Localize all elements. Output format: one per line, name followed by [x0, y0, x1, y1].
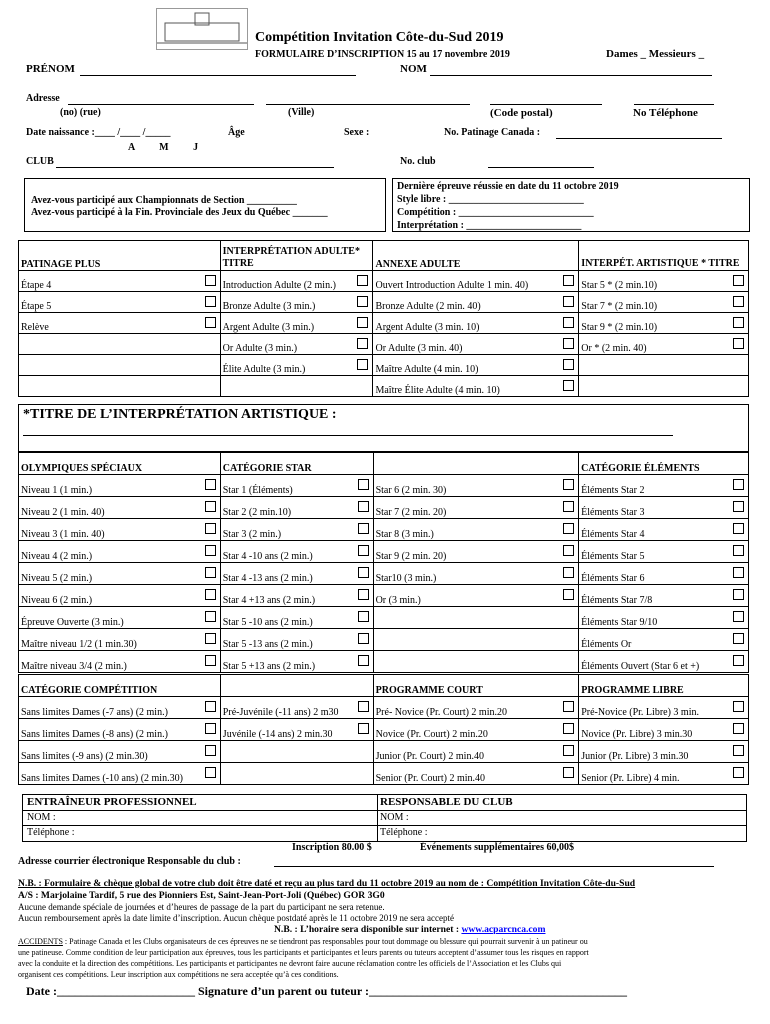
- header-categorie-star: CATÉGORIE STAR: [220, 453, 373, 475]
- section1-col2-label: Bronze Adulte (3 min.): [222, 301, 316, 312]
- section2-col4-label: Éléments Star 9/10: [581, 617, 658, 628]
- section2-col1-label: Niveau 4 (2 min.): [21, 551, 93, 562]
- section2-col1-label: Épreuve Ouverte (3 min.): [21, 617, 124, 628]
- section1-col1-label: Étape 4: [21, 280, 52, 291]
- checkbox[interactable]: [563, 545, 574, 556]
- patinage-canada-label: No. Patinage Canada :: [444, 127, 541, 138]
- code-postal-field[interactable]: [490, 104, 602, 105]
- section3-row: [19, 719, 749, 741]
- no-rue-label: (no) (rue): [60, 107, 101, 118]
- checkbox[interactable]: [205, 296, 216, 307]
- participation-box: [24, 178, 386, 232]
- section3-col2-label: Pré-Juvénile (-11 ans) 2 m30: [222, 707, 339, 718]
- club-resp-box: [376, 794, 747, 842]
- checkbox[interactable]: [733, 338, 744, 349]
- checkbox[interactable]: [563, 338, 574, 349]
- section2-col2-label: Star 4 -10 ans (2 min.): [222, 551, 313, 562]
- checkbox[interactable]: [358, 545, 369, 556]
- checkbox[interactable]: [563, 745, 574, 756]
- checkbox[interactable]: [733, 501, 744, 512]
- checkbox[interactable]: [733, 589, 744, 600]
- date-naissance-field[interactable]: Date naissance :____ /____ /_____: [26, 127, 171, 138]
- checkbox[interactable]: [733, 611, 744, 622]
- club-field[interactable]: [56, 167, 334, 168]
- telephone-label: No Téléphone: [633, 107, 698, 119]
- section-championships-question[interactable]: Avez-vous participé aux Championnats de Section __________: [31, 195, 297, 206]
- checkbox[interactable]: [563, 523, 574, 534]
- section2-row: [19, 541, 749, 563]
- checkbox[interactable]: [563, 701, 574, 712]
- prenom-field[interactable]: [80, 75, 356, 76]
- signature-line[interactable]: Date :_______________________ Signature d’un parent ou tuteur :___________________________________________: [26, 984, 628, 998]
- section3-col4-label: Senior (Pr. Libre) 4 min.: [581, 773, 680, 784]
- section3-col4-label: Pré-Novice (Pr. Libre) 3 min.: [581, 707, 699, 718]
- section2-col2-label: Star 3 (2 min.): [222, 529, 282, 540]
- section3-col4-label: Novice (Pr. Libre) 3 min.30: [581, 729, 693, 740]
- header-olympiques: OLYMPIQUES SPÉCIAUX: [19, 453, 221, 475]
- checkbox[interactable]: [563, 567, 574, 578]
- rue-field[interactable]: [68, 104, 254, 105]
- section1-row: [19, 292, 749, 313]
- checkbox[interactable]: [358, 611, 369, 622]
- titre-interpretation-box: [18, 404, 749, 452]
- coach-title: ENTRAÎNEUR PROFESSIONNEL: [27, 796, 197, 808]
- section2-row: [19, 519, 749, 541]
- ville-label: (Ville): [288, 107, 315, 118]
- accidents-text-1: : Patinage Canada et les Clubs organisateurs de ces épreuves ne se tiendront pas responsables pour tout dommage ou blessure qui pourrait survenir à un patineur ou: [64, 937, 588, 946]
- checkbox[interactable]: [205, 317, 216, 328]
- section1-col3-label: Ouvert Introduction Adulte 1 min. 40): [375, 280, 529, 291]
- checkbox[interactable]: [733, 655, 744, 666]
- checkbox[interactable]: [563, 589, 574, 600]
- ville-field[interactable]: [266, 104, 470, 105]
- section1-col4-label: Star 7 * (2 min.10): [581, 301, 658, 312]
- section2-col3-label: Star 8 (3 min.): [375, 529, 434, 540]
- checkbox[interactable]: [733, 317, 744, 328]
- checkbox[interactable]: [357, 317, 368, 328]
- prenom-label: PRÉNOM: [26, 63, 75, 75]
- section1-col3-label: Maître Élite Adulte (4 min. 10): [375, 385, 500, 396]
- accidents-label: ACCIDENTS: [18, 937, 63, 946]
- section2-col4-label: Éléments Star 3: [581, 507, 645, 518]
- checkbox[interactable]: [205, 501, 216, 512]
- checkbox[interactable]: [205, 479, 216, 490]
- checkbox[interactable]: [733, 523, 744, 534]
- checkbox[interactable]: [563, 359, 574, 370]
- code-postal-label: (Code postal): [490, 107, 553, 119]
- section2-col2-label: Star 4 -13 ans (2 min.): [222, 573, 313, 584]
- section2-row: [19, 475, 749, 497]
- checkbox[interactable]: [205, 567, 216, 578]
- checkbox[interactable]: [357, 359, 368, 370]
- patinage-canada-field[interactable]: [556, 138, 722, 139]
- note-no-special-request: Aucune demande spéciale de journées et d’heures de passage de la part du participant ne sera retenue.: [18, 902, 385, 912]
- website-link[interactable]: www.acparcnca.com: [461, 924, 546, 935]
- coach-telephone-field[interactable]: Téléphone :: [27, 827, 75, 838]
- checkbox[interactable]: [205, 275, 216, 286]
- header-categorie-competition: CATÉGORIE COMPÉTITION: [19, 675, 221, 697]
- section2-col1-label: Niveau 6 (2 min.): [21, 595, 93, 606]
- section3-col2-label: Juvénile (-14 ans) 2 min.30: [222, 729, 333, 740]
- accidents-line-3: avec la conduite et la direction des compétitions. Les participants et participantes ne devront faire aucune réclamation contre les officiels de l’Association et les Clubs qui: [18, 959, 562, 968]
- section2-col4-label: Éléments Or: [581, 639, 632, 650]
- coach-nom-field[interactable]: NOM :: [27, 812, 56, 823]
- section2-row: [19, 651, 749, 673]
- section1-table: [18, 240, 749, 397]
- section2-row: [19, 563, 749, 585]
- checkbox[interactable]: [733, 275, 744, 286]
- inscription-fee: Inscription 80.00 $: [292, 842, 372, 853]
- section2-col4-label: Éléments Star 7/8: [581, 595, 653, 606]
- adresse-label: Adresse: [26, 93, 60, 104]
- section2-col1-label: Niveau 5 (2 min.): [21, 573, 93, 584]
- section3-col3-label: Senior (Pr. Court) 2 min.40: [375, 773, 486, 784]
- mailing-address: A/S : Marjolaine Tardif, 5 rue des Pionniers Est, Saint-Jean-Port-Joli (Québec) GOR 3G0: [18, 890, 385, 901]
- section1-row: [19, 376, 749, 397]
- derniere-epreuve-box: [392, 178, 750, 232]
- schedule-note: [274, 924, 545, 935]
- interpretation-field[interactable]: Interprétation : _______________________: [397, 220, 582, 231]
- section2-col4-label: Éléments Star 4: [581, 529, 645, 540]
- checkbox[interactable]: [358, 479, 369, 490]
- no-club-label: No. club: [400, 156, 436, 167]
- checkbox[interactable]: [358, 655, 369, 666]
- checkbox[interactable]: [205, 767, 216, 778]
- header-empty: [373, 453, 579, 475]
- section1-col2-label: Or Adulte (3 min.): [222, 343, 298, 354]
- schedule-label: N.B. : L’horaire sera disponible sur internet :: [274, 924, 460, 935]
- club-resp-telephone-field[interactable]: Téléphone :: [380, 827, 428, 838]
- checkbox[interactable]: [563, 501, 574, 512]
- section2-row: [19, 497, 749, 519]
- section2-col3-label: Star10 (3 min.): [375, 573, 437, 584]
- section3-row: [19, 763, 749, 785]
- section1-col3-label: Argent Adulte (3 min. 10): [375, 322, 480, 333]
- checkbox[interactable]: [205, 545, 216, 556]
- checkbox[interactable]: [733, 723, 744, 734]
- section1-col1-label: Étape 5: [21, 301, 52, 312]
- section2-col1-label: Maître niveau 1/2 (1 min.30): [21, 639, 137, 650]
- section3-row: [19, 741, 749, 763]
- section2-col4-label: Éléments Star 6: [581, 573, 645, 584]
- section2-col1-label: Niveau 1 (1 min.): [21, 485, 93, 496]
- section1-row: [19, 355, 749, 376]
- checkbox[interactable]: [358, 567, 369, 578]
- section2-table: [18, 452, 749, 673]
- competition-field[interactable]: Compétition : ___________________________: [397, 207, 594, 218]
- checkbox[interactable]: [733, 545, 744, 556]
- section2-col3-label: Or (3 min.): [375, 595, 421, 606]
- checkbox[interactable]: [357, 338, 368, 349]
- checkbox[interactable]: [358, 589, 369, 600]
- section3-col1-label: Sans limites Dames (-10 ans) (2 min.30): [21, 773, 183, 784]
- section1-col3-label: Or Adulte (3 min. 40): [375, 343, 463, 354]
- section2-col1-label: Niveau 2 (1 min. 40): [21, 507, 105, 518]
- checkbox[interactable]: [733, 701, 744, 712]
- accidents-line-4: organisent ces compétitions. Leur inscription aux compétitions ne sera acceptée qu’à ces conditions.: [18, 970, 339, 979]
- form-subtitle: FORMULAIRE D’INSCRIPTION 15 au 17 novembre 2019: [255, 49, 510, 60]
- checkbox[interactable]: [357, 275, 368, 286]
- age-label: Âge: [228, 127, 245, 138]
- titre-interpretation-label: *TITRE DE L’INTERPRÉTATION ARTISTIQUE :: [23, 407, 337, 422]
- checkbox[interactable]: [733, 567, 744, 578]
- checkbox[interactable]: [358, 701, 369, 712]
- section1-col3-label: Maître Adulte (4 min. 10): [375, 364, 479, 375]
- header-empty-2: [220, 675, 373, 697]
- checkbox[interactable]: [358, 633, 369, 644]
- telephone-field[interactable]: [634, 104, 714, 105]
- section2-row: [19, 629, 749, 651]
- section2-col4-label: Éléments Ouvert (Star 6 et +): [581, 661, 700, 672]
- checkbox[interactable]: [563, 275, 574, 286]
- section1-col2-label: Élite Adulte (3 min.): [222, 364, 306, 375]
- section2-col3-label: Star 6 (2 min. 30): [375, 485, 447, 496]
- checkbox[interactable]: [563, 380, 574, 391]
- checkbox[interactable]: [205, 745, 216, 756]
- checkbox[interactable]: [563, 479, 574, 490]
- header-patinage-plus: PATINAGE PLUS: [19, 241, 221, 271]
- section2-col2-label: Star 4 +13 ans (2 min.): [222, 595, 316, 606]
- form-title: Compétition Invitation Côte-du-Sud 2019: [255, 30, 504, 45]
- checkbox[interactable]: [205, 589, 216, 600]
- section3-row: [19, 697, 749, 719]
- nb-deadline: N.B. : Formulaire & chèque global de votre club doit être daté et reçu au plus tard du 11 octobre 2019 au nom de : Compétition Invitation Côte-du-Sud: [18, 878, 636, 889]
- section1-row: [19, 271, 749, 292]
- checkbox[interactable]: [358, 523, 369, 534]
- section2-col2-label: Star 5 -10 ans (2 min.): [222, 617, 313, 628]
- section2-col2-label: Star 5 +13 ans (2 min.): [222, 661, 316, 672]
- email-label: Adresse courrier électronique Responsable du club :: [18, 856, 241, 867]
- checkbox[interactable]: [358, 501, 369, 512]
- checkbox[interactable]: [563, 723, 574, 734]
- checkbox[interactable]: [733, 767, 744, 778]
- supplementary-fee: Événements supplémentaires 60,00$: [420, 842, 574, 853]
- titre-interpretation-field[interactable]: [23, 435, 673, 436]
- section1-col4-label: Or * (2 min. 40): [581, 343, 647, 354]
- checkbox[interactable]: [205, 701, 216, 712]
- section1-col2-label: Argent Adulte (3 min.): [222, 322, 315, 333]
- section1-col2-label: Introduction Adulte (2 min.): [222, 280, 336, 291]
- section2-col1-label: Maître niveau 3/4 (2 min.): [21, 661, 127, 672]
- section3-col3-label: Junior (Pr. Court) 2 min.40: [375, 751, 484, 762]
- checkbox[interactable]: [358, 723, 369, 734]
- checkbox[interactable]: [563, 296, 574, 307]
- nom-label: NOM: [400, 63, 427, 75]
- section1-row: [19, 313, 749, 334]
- section2-col4-label: Éléments Star 5: [581, 551, 645, 562]
- header-categorie-elements: CATÉGORIE ÉLÉMENTS: [579, 453, 749, 475]
- club-logo: [156, 8, 248, 50]
- club-label: CLUB: [26, 156, 54, 167]
- section3-col3-label: Pré- Novice (Pr. Court) 2 min.20: [375, 707, 507, 718]
- note-no-refund: Aucun remboursement après la date limite d’inscription. Aucun chèque postdaté après le 11 octobre 2019 ne sera accepté: [18, 913, 455, 923]
- section1-col1-label: Relève: [21, 322, 49, 333]
- header-programme-libre: PROGRAMME LIBRE: [579, 675, 749, 697]
- style-libre-field[interactable]: Style libre : ___________________________: [397, 194, 584, 205]
- section2-col3-label: Star 9 (2 min. 20): [375, 551, 447, 562]
- checkbox[interactable]: [205, 523, 216, 534]
- header-annexe-adulte: ANNEXE ADULTE: [373, 241, 579, 271]
- derniere-epreuve-label: Dernière épreuve réussie en date du 11 octobre 2019: [397, 181, 619, 192]
- section3-col4-label: Junior (Pr. Libre) 3 min.30: [581, 751, 689, 762]
- section2-col1-label: Niveau 3 (1 min. 40): [21, 529, 105, 540]
- section3-col3-label: Novice (Pr. Court) 2 min.20: [375, 729, 488, 740]
- section2-col2-label: Star 2 (2 min.10): [222, 507, 292, 518]
- accidents-line-2: une patineuse. Comme condition de leur participation aux épreuves, tous les participants et participantes et leurs parents ou tuteurs acceptent d’assumer tous les risques en rapport: [18, 948, 589, 957]
- section2-row: [19, 585, 749, 607]
- accidents-line-1: [18, 937, 588, 946]
- section2-row: [19, 607, 749, 629]
- section1-col3-label: Bronze Adulte (2 min. 40): [375, 301, 481, 312]
- section3-col1-label: Sans limites Dames (-7 ans) (2 min.): [21, 707, 168, 718]
- section1-row: [19, 334, 749, 355]
- header-programme-court: PROGRAMME COURT: [373, 675, 579, 697]
- jeux-quebec-question[interactable]: Avez-vous participé à la Fin. Provinciale des Jeux du Québec _______: [31, 207, 328, 218]
- header-interpretation-artistique: INTERPÉT. ARTISTIQUE * TITRE: [579, 241, 749, 271]
- section2-col2-label: Star 1 (Éléments): [222, 485, 293, 496]
- email-field[interactable]: [274, 866, 714, 867]
- section3-col1-label: Sans limites Dames (-8 ans) (2 min.): [21, 729, 168, 740]
- header-interpretation-adulte: INTERPRÉTATION ADULTE* TITRE: [220, 241, 373, 271]
- checkbox[interactable]: [563, 767, 574, 778]
- checkbox[interactable]: [733, 633, 744, 644]
- sexe-label: Sexe :: [344, 127, 370, 138]
- checkbox[interactable]: [205, 633, 216, 644]
- checkbox[interactable]: [563, 317, 574, 328]
- checkbox[interactable]: [357, 296, 368, 307]
- checkbox[interactable]: [205, 655, 216, 666]
- section2-col2-label: Star 5 -13 ans (2 min.): [222, 639, 313, 650]
- club-resp-nom-field[interactable]: NOM :: [380, 812, 409, 823]
- section2-col4-label: Éléments Star 2: [581, 485, 645, 496]
- section1-col4-label: Star 9 * (2 min.10): [581, 322, 658, 333]
- no-club-field[interactable]: [488, 167, 594, 168]
- checkbox[interactable]: [733, 296, 744, 307]
- checkbox[interactable]: [733, 745, 744, 756]
- checkbox[interactable]: [733, 479, 744, 490]
- section3-table: [18, 674, 749, 785]
- checkbox[interactable]: [205, 723, 216, 734]
- nom-field[interactable]: [430, 75, 712, 76]
- amj-label: A M J: [128, 142, 199, 153]
- section3-col1-label: Sans limites (-9 ans) (2 min.30): [21, 751, 148, 762]
- checkbox[interactable]: [205, 611, 216, 622]
- coach-box: [22, 794, 378, 842]
- club-resp-title: RESPONSABLE DU CLUB: [380, 796, 513, 808]
- section2-col3-label: Star 7 (2 min. 20): [375, 507, 447, 518]
- section1-col4-label: Star 5 * (2 min.10): [581, 280, 658, 291]
- gender-selector[interactable]: Dames _ Messieurs _: [606, 48, 705, 60]
